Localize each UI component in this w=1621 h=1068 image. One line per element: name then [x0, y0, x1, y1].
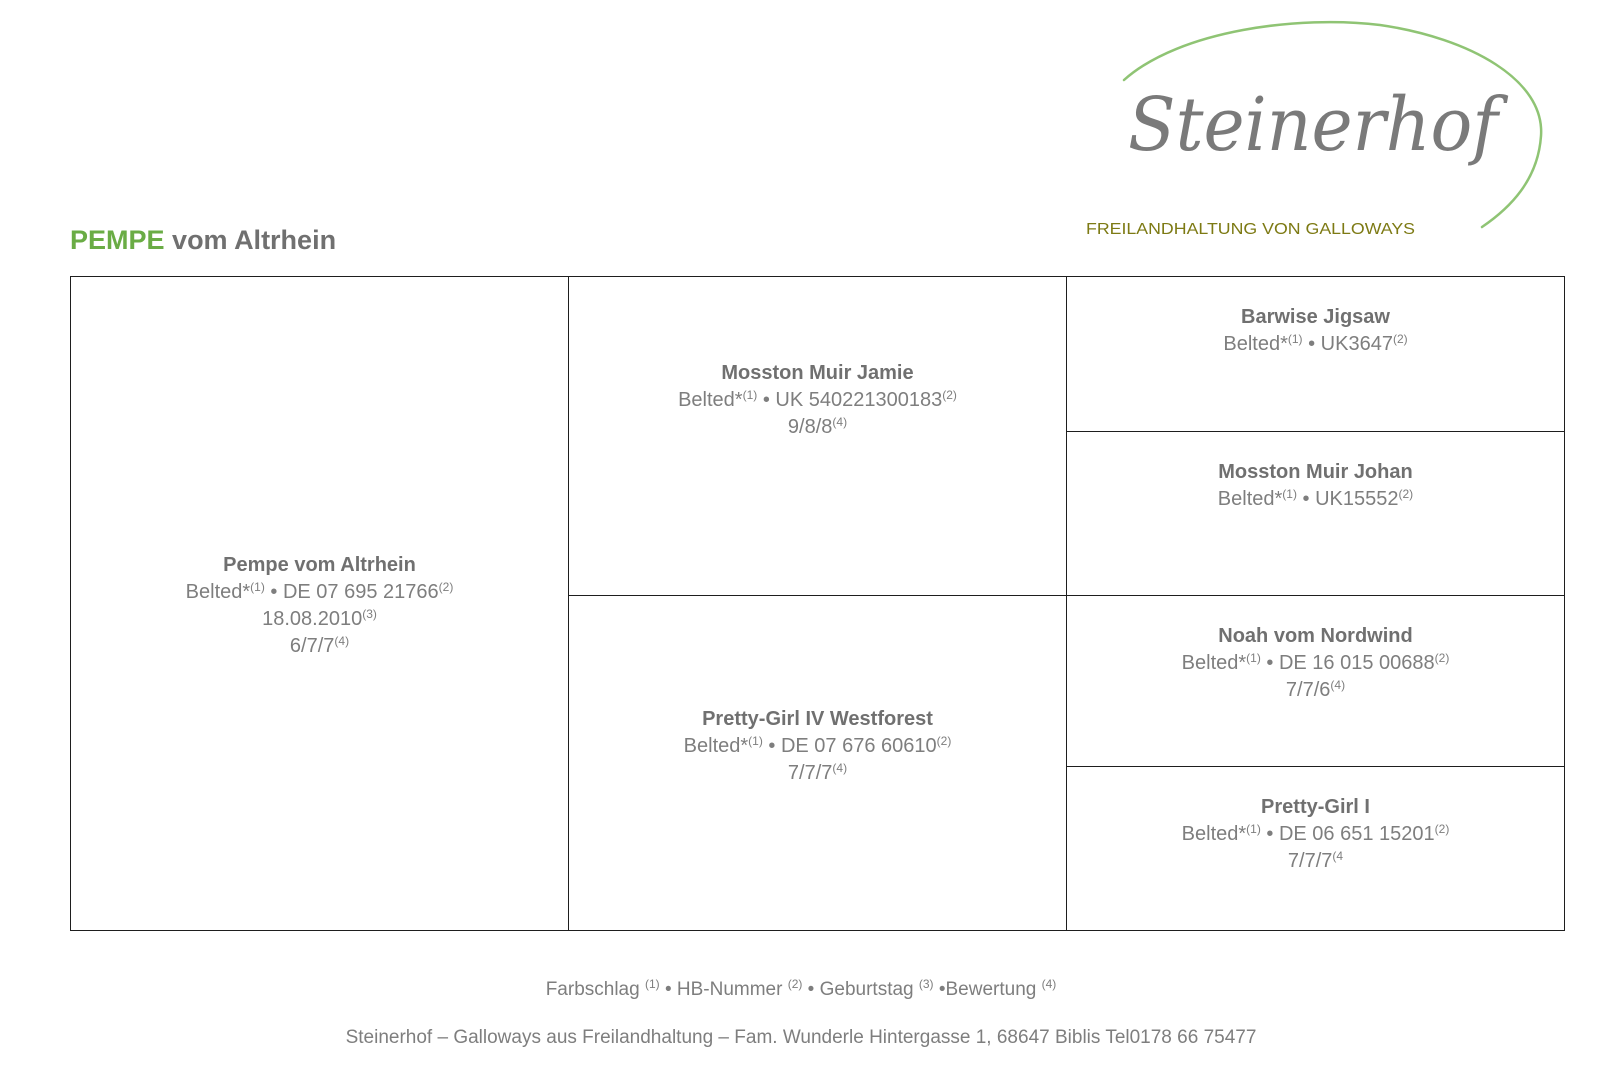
steinerhof-logo	[0, 0, 1621, 260]
sire-sire-color-hb-line: Belted*$^{(1)}$ • UK3647$^{(2)}$	[1223, 332, 1408, 355]
dam-name: Pretty-Girl IV Westforest	[702, 708, 933, 730]
pedigree-cell-sire-dam	[1067, 432, 1565, 596]
pedigree-cell-animal	[71, 277, 569, 931]
pedigree-cell-dam-dam	[1067, 767, 1565, 931]
animal-rating-line: 6/7/7$^{(4)}$	[289, 634, 350, 657]
title-rest: vom Altrhein	[172, 225, 337, 255]
sire-dam-hb: UK15552	[1315, 488, 1399, 510]
logo-tagline: FREILANDHALTUNG VON GALLOWAYS	[1086, 221, 1415, 238]
animal-color-hb-line: Belted*$^{(1)}$ • DE 07 695 21766$^{(2)}$	[185, 580, 454, 603]
dam-dam-hb: DE 06 651 15201	[1278, 823, 1435, 845]
sire-color-hb-line: Belted*$^{(1)}$ • UK 540221300183$^{(2)}$	[678, 388, 957, 411]
dam-sire-hb: DE 16 015 00688	[1278, 652, 1435, 674]
sire-hb: UK 540221300183	[775, 389, 943, 411]
pedigree-cell-sire-sire	[1067, 277, 1565, 432]
page-title	[70, 227, 336, 254]
dam-sire-rating-line: 7/7/6$^{(4)}$	[1285, 678, 1346, 701]
pedigree-table	[70, 276, 1565, 931]
sire-dam-color-hb-line: Belted*$^{(1)}$ • UK15552$^{(2)}$	[1217, 487, 1414, 510]
dam-dam-name: Pretty-Girl I	[1261, 796, 1370, 818]
animal-birth-line: 18.08.2010$^{(3)}$	[262, 607, 377, 630]
dam-rating-line: 7/7/7$^{(4)}$	[787, 761, 848, 784]
title-highlight: PEMPE	[70, 225, 165, 255]
footer-address: Steinerhof – Galloways aus Freilandhaltung – Fam. Wunderle Hintergasse 1, 68647 Biblis Tel0178 66 75477	[345, 1027, 1257, 1048]
dam-dam-rating-line: 7/7/7$^{(4}$	[1287, 849, 1344, 872]
animal-name: Pempe vom Altrhein	[223, 554, 416, 576]
dam-hb: DE 07 676 60610	[780, 735, 937, 757]
logo-wordmark: Steinerhof	[1128, 82, 1509, 168]
pedigree-cell-dam-sire	[1067, 596, 1565, 767]
sire-sire-name: Barwise Jigsaw	[1241, 306, 1390, 328]
footer-legend: Farbschlag $^{(1)}$ • HB-Nummer $^{(2)}$ • Geburtstag $^{(3)}$ •Bewertung $^{(4)}$	[545, 977, 1057, 1000]
pedigree-cell-sire	[569, 277, 1067, 596]
sire-dam-name: Mosston Muir Johan	[1218, 461, 1413, 483]
sire-name: Mosston Muir Jamie	[721, 362, 914, 384]
pedigree-cell-dam	[569, 596, 1067, 931]
animal-hb: DE 07 695 21766	[282, 581, 439, 603]
dam-sire-color-hb-line: Belted*$^{(1)}$ • DE 16 015 00688$^{(2)}$	[1181, 651, 1450, 674]
sire-sire-hb: UK3647	[1320, 333, 1393, 355]
dam-color-hb-line: Belted*$^{(1)}$ • DE 07 676 60610$^{(2)}$	[683, 734, 952, 757]
dam-sire-name: Noah vom Nordwind	[1218, 625, 1413, 647]
sire-rating-line: 9/8/8$^{(4)}$	[787, 415, 848, 438]
dam-dam-color-hb-line: Belted*$^{(1)}$ • DE 06 651 15201$^{(2)}$	[1181, 822, 1450, 845]
